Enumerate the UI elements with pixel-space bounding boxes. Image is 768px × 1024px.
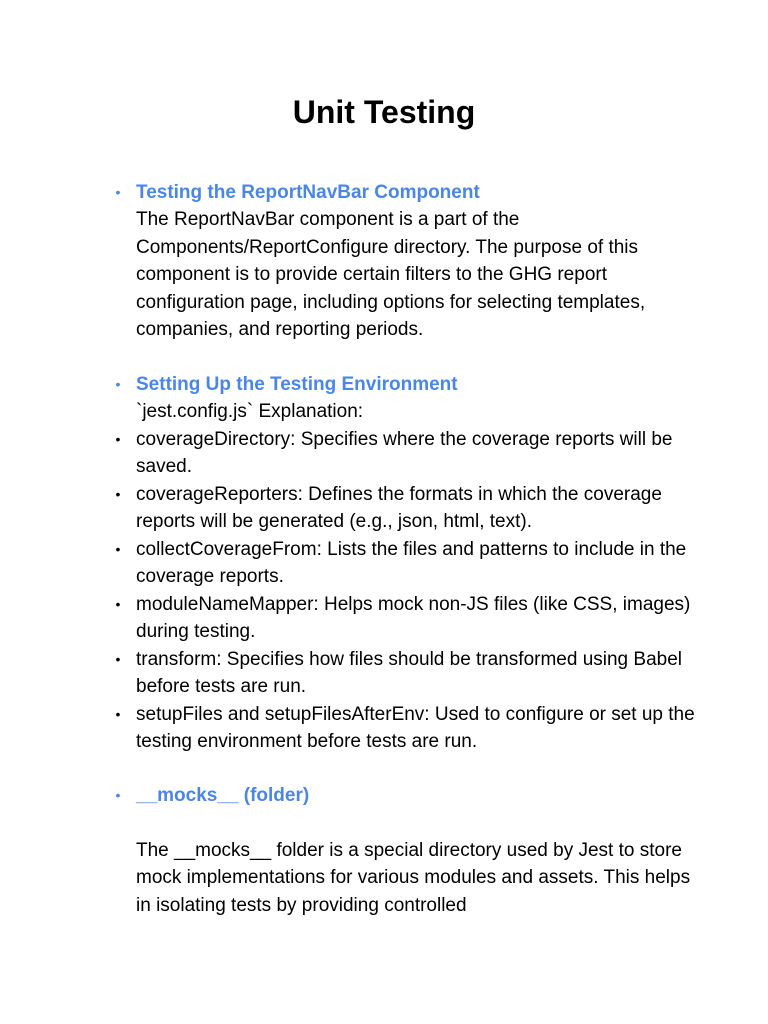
list-item: [115, 701, 696, 756]
list-item: [115, 536, 696, 591]
page-title: Unit Testing: [292, 94, 476, 130]
section-heading: Testing the ReportNavBar Component: [136, 182, 480, 203]
bullet-icon: •: [115, 376, 121, 392]
bullet-icon: •: [115, 486, 121, 502]
section-mocks-folder: [115, 782, 696, 809]
list-item-text: collectCoverageFrom: Lists the files and patterns to include in the coverage reports.: [136, 539, 687, 588]
bullet-icon: •: [115, 184, 121, 200]
list-item-text: coverageReporters: Defines the formats in which the coverage reports will be generated (e.g., json, html, text).: [136, 484, 662, 533]
list-item-text: coverageDirectory: Specifies where the coverage reports will be saved.: [136, 429, 673, 478]
list-item: [115, 481, 696, 536]
list-item: [115, 591, 696, 646]
bullet-icon: •: [115, 651, 121, 667]
section-body: The ReportNavBar component is a part of the Components/ReportConfigure directory. The purpose of this component is to provide certain filters to the GHG report configuration page, including options for selecting templates, companies, and reporting periods.: [136, 209, 646, 341]
bullet-icon: •: [115, 431, 121, 447]
list-item-text: transform: Specifies how files should be transformed using Babel before tests are run.: [136, 649, 682, 698]
section-heading: __mocks__ (folder): [136, 785, 310, 806]
list-item-text: moduleNameMapper: Helps mock non-JS files (like CSS, images) during testing.: [136, 594, 691, 643]
section-subtitle: `jest.config.js` Explanation:: [136, 401, 364, 423]
list-item: [115, 426, 696, 481]
bullet-icon: •: [115, 706, 121, 722]
section-heading: Setting Up the Testing Environment: [136, 374, 458, 395]
bullet-icon: •: [115, 541, 121, 557]
section-testing-reportnavbar: [115, 179, 696, 343]
section-body: The __mocks__ folder is a special directory used by Jest to store mock implementations for various modules and assets. This helps in isolating tests by providing controlled: [136, 840, 691, 916]
section-testing-environment: [115, 371, 696, 426]
list-item-text: setupFiles and setupFilesAfterEnv: Used to configure or set up the testing environment before tests are run.: [136, 704, 695, 753]
bullet-icon: •: [115, 787, 121, 803]
bullet-icon: •: [115, 596, 121, 612]
section-mocks-body: [136, 837, 696, 919]
list-item: [115, 646, 696, 701]
